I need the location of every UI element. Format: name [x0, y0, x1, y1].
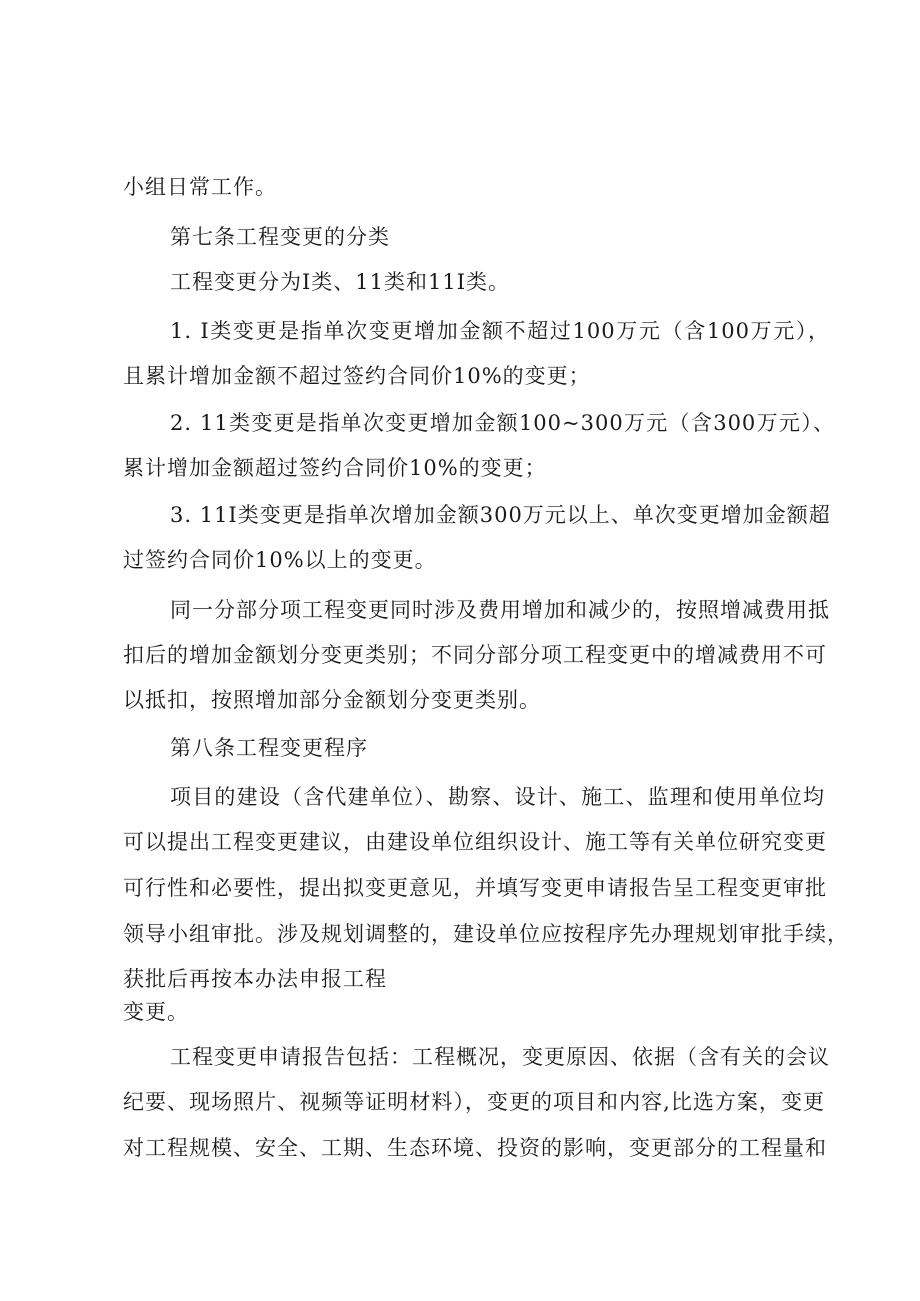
paragraph-line: 变更。 — [123, 1000, 189, 1024]
section-heading-article-7: 第七条工程变更的分类 — [170, 225, 390, 249]
list-item-2-line: 2. 11类变更是指单次变更增加金额100~300万元（含300万元）、 — [170, 411, 835, 435]
paragraph-line: 纪要、现场照片、视频等证明材料），变更的项目和内容,比选方案，变更 — [123, 1090, 825, 1114]
list-item-1-line: 且累计增加金额不超过签约合同价10%的变更； — [123, 364, 591, 388]
paragraph-line: 领导小组审批。涉及规划调整的，建设单位应按程序先办理规划审批手续， — [123, 922, 849, 946]
paragraph-line: 可行性和必要性，提出拟变更意见，并填写变更申请报告呈工程变更审批 — [123, 876, 827, 900]
paragraph-line: 可以提出工程变更建议，由建设单位组织设计、施工等有关单位研究变更 — [123, 830, 827, 854]
paragraph-line: 工程变更分为I类、11类和11I类。 — [170, 270, 511, 294]
paragraph-line: 项目的建设（含代建单位）、勘察、设计、施工、监理和使用单位均 — [170, 785, 825, 809]
list-item-1-line: 1. I类变更是指单次变更增加金额不超过100万元（含100万元）， — [170, 319, 830, 343]
paragraph-line: 以抵扣，按照增加部分金额划分变更类别。 — [123, 688, 541, 712]
paragraph-line: 对工程规模、安全、工期、生态环境、投资的影响，变更部分的工程量和 — [123, 1136, 827, 1160]
list-item-3-line: 过签约合同价10%以上的变更。 — [123, 548, 437, 572]
paragraph-line: 获批后再按本办法申报工程 — [123, 967, 387, 991]
list-item-2-line: 累计增加金额超过签约合同价10%的变更； — [123, 456, 547, 480]
list-item-3-line: 3. 11I类变更是指单次增加金额300万元以上、单次变更增加金额超 — [170, 503, 831, 527]
paragraph-line: 同一分部分项工程变更同时涉及费用增加和减少的，按照增减费用抵 — [170, 598, 830, 622]
paragraph-line: 小组日常工作。 — [123, 175, 277, 199]
section-heading-article-8: 第八条工程变更程序 — [170, 736, 368, 760]
paragraph-line: 扣后的增加金额划分变更类别；不同分部分项工程变更中的增减费用不可 — [123, 643, 827, 667]
paragraph-line: 工程变更申请报告包括：工程概况，变更原因、依据（含有关的会议 — [170, 1045, 830, 1069]
